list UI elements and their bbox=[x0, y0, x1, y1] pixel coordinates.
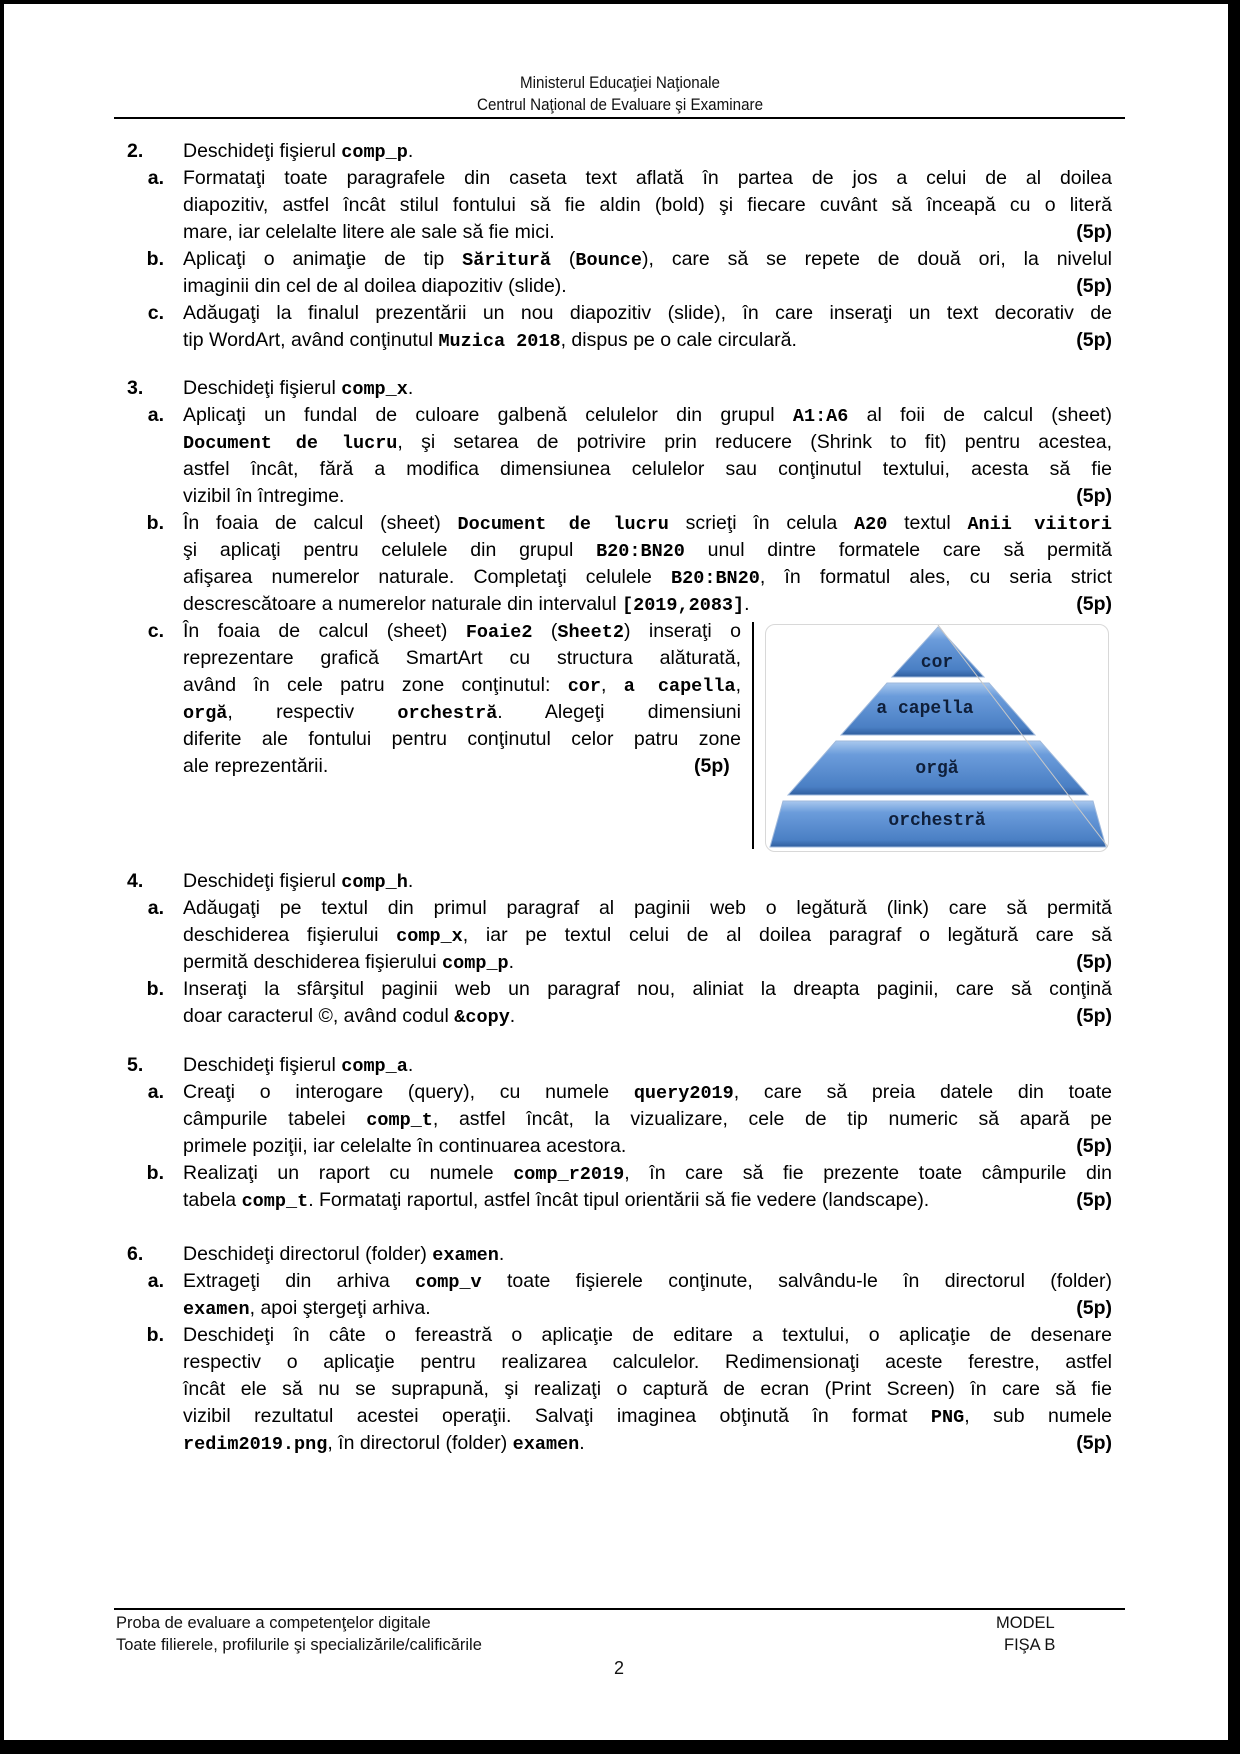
figure-divider bbox=[752, 622, 754, 849]
item-text: având în cele patru zone conţinutul: cor, a capella, bbox=[183, 674, 742, 697]
item-text: Formataţi toate paragrafele din caseta text aflată în partea de jos a celui de al doilea bbox=[183, 167, 1112, 189]
item-text: vizibil în întregime. bbox=[183, 485, 345, 507]
points-label: (5p) bbox=[694, 755, 730, 777]
pyramid-tier-label: cor bbox=[920, 653, 954, 673]
points-label: (5p) bbox=[1076, 329, 1112, 351]
item-text: examen, apoi ştergeţi arhiva. bbox=[183, 1297, 431, 1320]
item-letter: b. bbox=[146, 512, 164, 534]
question-title: Deschideţi fişierul comp_p. bbox=[183, 140, 414, 163]
footer-profiles: Toate filierele, profilurile şi specializările/calificările bbox=[116, 1636, 482, 1654]
item-text: Adăugaţi la finalul prezentării un nou diapozitiv (slide), în care inseraţi un text decorativ de bbox=[183, 302, 1112, 324]
points-label: (5p) bbox=[1076, 221, 1112, 243]
pyramid-tier-label: orchestră bbox=[888, 811, 986, 831]
item-letter: a. bbox=[147, 1270, 164, 1292]
item-letter: a. bbox=[147, 1081, 164, 1103]
item-text: Creaţi o interogare (query), cu numele query2019, care să preia datele din toate bbox=[183, 1081, 1112, 1104]
points-label: (5p) bbox=[1076, 1297, 1112, 1319]
item-text: diferite ale fontului pentru conţinutul celor patru zone bbox=[183, 728, 741, 750]
points-label: (5p) bbox=[1076, 951, 1112, 973]
item-letter: a. bbox=[147, 404, 164, 426]
points-label: (5p) bbox=[1076, 1135, 1112, 1157]
item-text: Document de lucru, şi setarea de potrivire prin reducere (Shrink to fit) pentru acestea, bbox=[183, 431, 1113, 454]
header-rule bbox=[114, 117, 1125, 119]
question-number: 6. bbox=[127, 1243, 144, 1265]
item-text: Aplicaţi o animaţie de tip Săritură (Bounce), care să se repete de două ori, la nivelul bbox=[183, 248, 1112, 271]
item-letter: b. bbox=[146, 1324, 164, 1346]
item-text: Extrageţi din arhiva comp_v toate fişierele conţinute, salvându-le în directorul (folder) bbox=[183, 1270, 1112, 1293]
question-title: Deschideţi directorul (folder) examen. bbox=[183, 1243, 505, 1266]
points-label: (5p) bbox=[1076, 1432, 1112, 1454]
question-number: 4. bbox=[127, 870, 144, 892]
item-text: astfel încât, fără a modifica dimensiunea celulelor sau conţinutul textului, acesta să fie bbox=[183, 458, 1112, 480]
page-number: 2 bbox=[614, 1658, 625, 1678]
item-text: Aplicaţi un fundal de culoare galbenă celulelor din grupul A1:A6 al foii de calcul (sheet) bbox=[183, 404, 1112, 427]
points-label: (5p) bbox=[1076, 593, 1112, 615]
item-text: Realizaţi un raport cu numele comp_r2019, în care să fie prezente toate câmpurile din bbox=[183, 1162, 1112, 1185]
item-text: permită deschiderea fişierului comp_p. bbox=[183, 951, 515, 974]
item-letter: b. bbox=[146, 248, 164, 270]
item-text: doar caracterul ©, având codul &copy. bbox=[183, 1005, 516, 1028]
item-text: Adăugaţi pe textul din primul paragraf al paginii web o legătură (link) care să permită bbox=[183, 897, 1112, 919]
item-text: vizibil rezultatul acestei operaţii. Salvaţi imaginea obţinută în format PNG, sub numele bbox=[183, 1405, 1113, 1428]
item-letter: c. bbox=[147, 302, 164, 324]
item-text: deschiderea fişierului comp_x, iar pe textul celui de al doilea paragraf o legătură care să bbox=[183, 924, 1112, 947]
footer-rule bbox=[114, 1608, 1125, 1610]
item-text: orgă, respectiv orchestră. Alegeţi dimensiuni bbox=[183, 701, 741, 724]
item-letter: b. bbox=[146, 1162, 164, 1184]
item-text: diapozitiv, astfel încât stilul fontului să fie aldin (bold) şi fiecare cuvânt să înceapă cu o literă bbox=[183, 194, 1112, 216]
header-center: Centrul Naţional de Evaluare şi Examinare bbox=[476, 96, 764, 114]
item-text: primele poziţii, iar celelalte în continuarea acestora. bbox=[183, 1135, 627, 1157]
question-title: Deschideţi fişierul comp_x. bbox=[183, 377, 414, 400]
item-text: redim2019.png, în directorul (folder) examen. bbox=[183, 1432, 585, 1455]
item-text: tip WordArt, având conţinutul Muzica 2018, dispus pe o cale circulară. bbox=[183, 329, 797, 352]
item-text: respectiv o aplicaţie pentru realizarea calculelor. Redimensionaţi aceste ferestre, astfel bbox=[183, 1351, 1112, 1373]
header-ministry: Ministerul Educaţiei Naţionale bbox=[520, 74, 720, 92]
question-number: 5. bbox=[127, 1054, 144, 1076]
item-text: Inseraţi la sfârşitul paginii web un paragraf nou, aliniat la dreapta paginii, care să conţină bbox=[183, 978, 1112, 1000]
points-label: (5p) bbox=[1076, 1189, 1112, 1211]
item-letter: a. bbox=[147, 897, 164, 919]
footer-exam-name: Proba de evaluare a competenţelor digitale bbox=[116, 1614, 431, 1632]
item-text: reprezentare grafică SmartArt cu structura alăturată, bbox=[183, 647, 741, 669]
item-text: În foaia de calcul (sheet) Foaie2 (Sheet2) inseraţi o bbox=[183, 620, 741, 643]
item-text: şi aplicaţi pentru celulele din grupul B20:BN20 unul dintre formatele care să permită bbox=[183, 539, 1112, 562]
item-letter: a. bbox=[147, 167, 164, 189]
points-label: (5p) bbox=[1076, 275, 1112, 297]
item-text: afişarea numerelor naturale. Completaţi celulele B20:BN20, în formatul ales, cu seria strict bbox=[183, 566, 1112, 589]
item-text: mare, iar celelalte litere ale sale să fie mici. bbox=[183, 221, 555, 243]
smartart-pyramid-figure bbox=[765, 624, 1109, 852]
item-text: descrescătoare a numerelor naturale din intervalul [2019,2083]. bbox=[183, 593, 750, 616]
item-text: încât ele să nu se suprapună, şi realizaţi o captură de ecran (Print Screen) în care să fie bbox=[183, 1378, 1112, 1400]
footer-model-label: MODEL bbox=[996, 1614, 1055, 1632]
question-title: Deschideţi fişierul comp_a. bbox=[183, 1054, 414, 1077]
points-label: (5p) bbox=[1076, 1005, 1112, 1027]
item-text: În foaia de calcul (sheet) Document de lucru scrieţi în celula A20 textul Anii viitori bbox=[183, 512, 1113, 535]
item-text: imaginii din cel de al doilea diapozitiv (slide). bbox=[183, 275, 567, 297]
question-number: 2. bbox=[127, 140, 144, 162]
item-letter: b. bbox=[146, 978, 164, 1000]
item-text: Deschideţi în câte o fereastră o aplicaţie de editare a textului, o aplicaţie de desenare bbox=[183, 1324, 1112, 1346]
question-number: 3. bbox=[127, 377, 144, 399]
item-text: câmpurile tabelei comp_t, astfel încât, la vizualizare, cele de tip numeric să apară pe bbox=[183, 1108, 1112, 1131]
pyramid-tier-label: a capella bbox=[876, 699, 974, 719]
item-letter: c. bbox=[147, 620, 164, 642]
item-text: tabela comp_t. Formataţi raportul, astfel încât tipul orientării să fie vedere (landscape). bbox=[183, 1189, 930, 1212]
item-text: ale reprezentării. bbox=[183, 755, 329, 777]
pyramid-tier-label: orgă bbox=[915, 759, 959, 779]
points-label: (5p) bbox=[1076, 485, 1112, 507]
question-title: Deschideţi fişierul comp_h. bbox=[183, 870, 414, 893]
footer-sheet-label: FIŞA B bbox=[1004, 1636, 1056, 1654]
